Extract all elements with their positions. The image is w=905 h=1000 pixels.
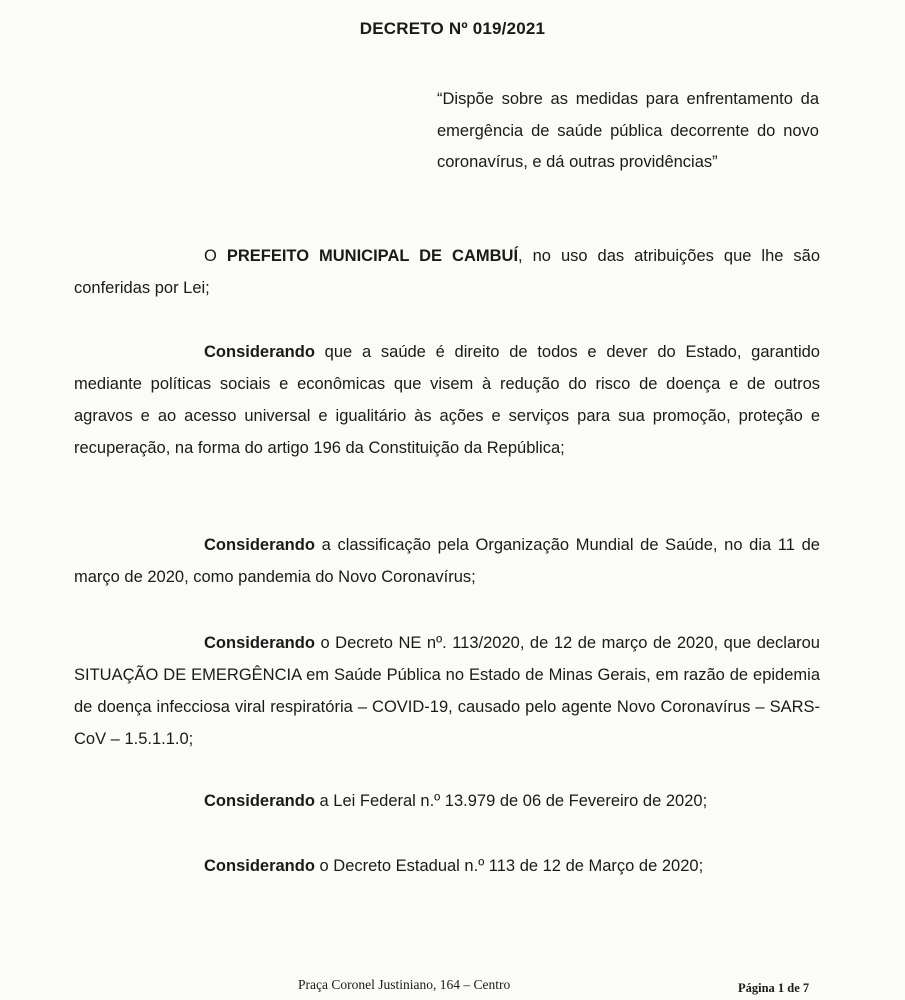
considerando-paragraph-1 — [74, 336, 820, 464]
preamble-bold: PREFEITO MUNICIPAL DE CAMBUÍ — [226, 247, 519, 265]
decree-title: DECRETO Nº 019/2021 — [359, 19, 546, 38]
considerando-paragraph-2 — [74, 529, 820, 593]
considerando-paragraph-4 — [74, 785, 820, 817]
considerando-text: a Lei Federal n.º 13.979 de 06 de Fevereiro de 2020; — [314, 792, 708, 810]
preamble-post: , no uso das atribuições que lhe são conferidas por Lei; — [74, 247, 821, 297]
considerando-paragraph-3 — [74, 627, 820, 755]
footer-address: Praça Coronel Justiniano, 164 – Centro — [298, 977, 511, 992]
considerando-text: a classificação pela Organização Mundial de Saúde, no dia 11 de março de 2020, como pandemia do Novo Coronavírus; — [74, 536, 820, 586]
considerando-text: o Decreto NE nº. 113/2020, de 12 de março de 2020, que declarou SITUAÇÃO DE EMERGÊNCIA em Saúde Pública no Estado de Minas Gerais, em razão de epidemia de doença infecciosa viral respiratória – COVID-19, causado pelo agente Novo Coronavírus – SARS-CoV – 1.5.1.1.0; — [74, 634, 820, 748]
preamble-paragraph — [74, 240, 820, 304]
preamble-pre: O — [204, 247, 227, 265]
decree-summary: “Dispõe sobre as medidas para enfrentamento da emergência de saúde pública decorrente do novo coronavírus, e dá outras providências” — [437, 90, 819, 171]
footer-page-number: Página 1 de 7 — [738, 981, 810, 995]
considerando-text: o Decreto Estadual n.º 113 de 12 de Março de 2020; — [314, 857, 704, 875]
considerando-label: Considerando — [204, 634, 315, 652]
considerando-label: Considerando — [204, 343, 315, 361]
considerando-text: que a saúde é direito de todos e dever do Estado, garantido mediante políticas sociais e econômicas que visem à redução do risco de doença e de outros agravos e ao acesso universal e igualitário às ações e serviços para sua promoção, proteção e recuperação, na forma do artigo 196 da Constituição da República; — [74, 343, 820, 457]
considerando-label: Considerando — [204, 536, 315, 554]
considerando-label: Considerando — [204, 792, 315, 810]
considerando-paragraph-5 — [74, 850, 820, 882]
considerando-label: Considerando — [204, 857, 315, 875]
